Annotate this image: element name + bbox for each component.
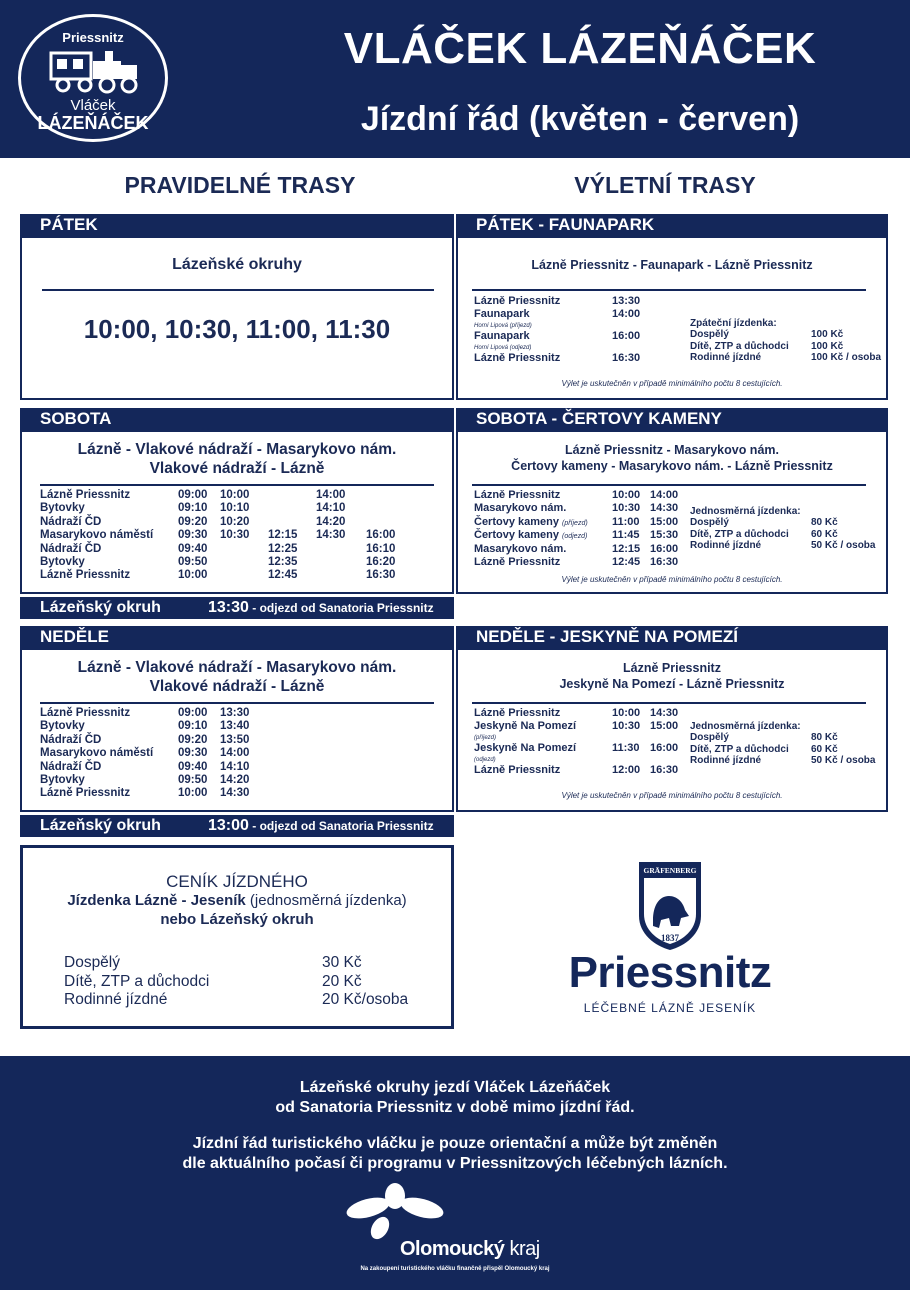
footer-info-1: Lázeňské okruhy jezdí Vláček Lázeňáček od Sanatoria Priessnitz v době mimo jízdní řád. bbox=[275, 1079, 635, 1116]
departure-time: 09:20 bbox=[178, 733, 208, 746]
departure-time: 09:20 bbox=[178, 515, 208, 528]
logo-top-text: Priessnitz bbox=[62, 30, 124, 45]
saturday-route-line1: Lázně - Vlakové nádraží - Masarykovo nám. bbox=[77, 441, 397, 458]
sunday-panel bbox=[20, 648, 454, 812]
stop-name: Nádraží ČD bbox=[40, 542, 102, 555]
footer-info-2: Jízdní řád turistického vláčku je pouze orientační a může být změněn dle aktuálního počasí či programu v Priessnitzových léčebných lázních. bbox=[182, 1135, 728, 1172]
stop-name: Bytovky bbox=[40, 502, 85, 515]
departure-time: 12:35 bbox=[268, 555, 298, 568]
departure-time: 14:20 bbox=[220, 773, 250, 786]
departure-time: 14:10 bbox=[220, 760, 250, 773]
departure-time: 09:00 bbox=[178, 489, 208, 501]
stop-name: Bytovky bbox=[40, 555, 85, 568]
departure-time: 14:30 bbox=[316, 529, 346, 542]
brand-name: Priessnitz bbox=[568, 948, 772, 997]
departure-time: 12:45 bbox=[268, 569, 298, 582]
stop-name: Bytovky bbox=[40, 773, 85, 786]
friday-trip-panel: Lázně Priessnitz - Faunapark - Lázně Priessnitz Lázně Priessnitz 13:30 Faunapark Horní Lipová (příjezd) 14:00 Faunapark Horní Lipová (odjezd) 16:00 Lázně Priessnitz 16:30 Zpáteční jízdenka: Dospělý 100 Kč Dítě, ZTP a důchodci 100 Kč Rodinné jízdné 100 Kč / osoba Výlet je uskutečněn v případě minimálního počtu 8 cestujících. bbox=[456, 236, 888, 400]
saturday-panel bbox=[20, 430, 454, 594]
circuit-time: 13:00 - odjezd od Sanatoria Priessnitz bbox=[208, 817, 434, 834]
friday-trip-label: PÁTEK - FAUNAPARK bbox=[456, 214, 888, 236]
departure-time: 16:00 bbox=[366, 529, 396, 542]
saturday-trip-route-line1: Lázně Priessnitz - Masarykovo nám. bbox=[565, 443, 779, 457]
departure-time: 10:00 bbox=[178, 787, 208, 800]
friday-times: 10:00, 10:30, 11:00, 11:30 bbox=[83, 314, 391, 344]
departure-time: 14:30 bbox=[220, 787, 250, 800]
divider bbox=[472, 702, 866, 704]
departure-time: 12:15 bbox=[268, 529, 298, 542]
header bbox=[0, 0, 910, 158]
divider bbox=[472, 484, 866, 486]
divider bbox=[40, 702, 434, 704]
departure-time: 14:00 bbox=[220, 747, 250, 760]
departure-time: 09:40 bbox=[178, 760, 208, 773]
regular-routes-heading: PRAVIDELNÉ TRASY bbox=[124, 172, 356, 198]
departure-time: 14:00 bbox=[316, 489, 346, 501]
logo-bottom-text: LÁZEŇÁČEK bbox=[37, 113, 149, 133]
sunday-label: NEDĚLE bbox=[20, 626, 454, 648]
departure-time: 16:20 bbox=[366, 555, 396, 568]
departure-time: 09:50 bbox=[178, 773, 208, 786]
stop-name: Lázně Priessnitz bbox=[40, 787, 131, 800]
train-logo bbox=[18, 14, 168, 142]
trip-routes-heading: VÝLETNÍ TRASY bbox=[574, 172, 756, 198]
priessnitz-brand bbox=[545, 860, 795, 1020]
pricelist-title: CENÍK JÍZDNÉHO bbox=[166, 872, 308, 891]
departure-time: 10:30 bbox=[220, 529, 250, 542]
departure-time: 16:30 bbox=[366, 569, 396, 582]
stop-name: Bytovky bbox=[40, 720, 85, 733]
stop-name: Lázně Priessnitz bbox=[40, 489, 131, 501]
sunday-trip-label: NEDĚLE - JESKYNĚ NA POMEZÍ bbox=[456, 626, 888, 648]
departure-time: 16:10 bbox=[366, 542, 396, 555]
departure-time: 09:40 bbox=[178, 542, 208, 555]
saturday-route-line2: Vlakové nádraží - Lázně bbox=[149, 460, 325, 477]
departure-time: 13:30 bbox=[220, 707, 250, 719]
circuit-label: Lázeňský okruh bbox=[40, 817, 161, 834]
circuit-time: 13:30 - odjezd od Sanatoria Priessnitz bbox=[208, 599, 434, 616]
departure-time: 10:20 bbox=[220, 515, 250, 528]
min-passengers-note: Výlet je uskutečněn v případě minimálního počtu 8 cestujících. bbox=[561, 575, 783, 584]
departure-time: 10:10 bbox=[220, 502, 250, 515]
saturday-trip-panel: Lázně Priessnitz - Masarykovo nám. Čertovy kameny - Masarykovo nám. - Lázně Priessnitz Lázně Priessnitz 10:00 14:00 Masarykovo nám. 10:30 14:30 Čertovy kameny (příjezd) 11:00 15:00 Čertovy kameny (odjezd) 11:45 15:30 Masarykovo nám. 12:15 16:00 Lázně Priessnitz 12:45 16:30 Jednosměrná jízdenka: Dospělý 80 Kč Dítě, ZTP a důchodci 60 Kč Rodinné jízdné 50 Kč / osoba Výlet je uskutečněn v případě minimálního počtu 8 cestujících. bbox=[456, 430, 888, 594]
stop-name: Masarykovo náměstí bbox=[40, 747, 154, 760]
stop-name: Nádraží ČD bbox=[40, 515, 102, 528]
sunday-trip-route-line2: Jeskyně Na Pomezí - Lázně Priessnitz bbox=[559, 677, 785, 691]
svg-text:GRÄFENBERG: GRÄFENBERG bbox=[643, 866, 697, 875]
brand-tagline: LÉČEBNÉ LÁZNĚ JESENÍK bbox=[583, 1001, 757, 1015]
logo-mid-text: Vláček bbox=[70, 97, 116, 114]
departure-time: 14:20 bbox=[316, 515, 346, 528]
friday-label: PÁTEK bbox=[20, 214, 454, 236]
departure-time: 09:10 bbox=[178, 502, 208, 515]
sunday-route-line2: Vlakové nádraží - Lázně bbox=[149, 678, 325, 695]
stop-name: Masarykovo náměstí bbox=[40, 529, 154, 542]
sponsor-note: Na zakoupení turistického vláčku finančně přispěl Olomoucký kraj bbox=[360, 1266, 550, 1272]
sunday-route-line1: Lázně - Vlakové nádraží - Masarykovo nám. bbox=[77, 659, 397, 676]
stop-name: Lázně Priessnitz bbox=[40, 569, 131, 582]
saturday-trip-route-line2: Čertovy kameny - Masarykovo nám. - Lázně Priessnitz bbox=[511, 459, 833, 473]
friday-panel bbox=[20, 236, 454, 400]
departure-time: 10:00 bbox=[178, 569, 208, 582]
svg-text:1837: 1837 bbox=[661, 933, 679, 943]
saturday-label: SOBOTA bbox=[20, 408, 454, 430]
min-passengers-note: Výlet je uskutečněn v případě minimálního počtu 8 cestujících. bbox=[561, 791, 783, 800]
friday-route: Lázeňské okruhy bbox=[172, 256, 302, 273]
departure-time: 13:40 bbox=[220, 720, 250, 733]
departure-time: 09:30 bbox=[178, 747, 208, 760]
divider bbox=[42, 289, 434, 291]
sunday-trip-route-line1: Lázně Priessnitz bbox=[623, 661, 721, 675]
saturday-trip-label: SOBOTA - ČERTOVY KAMENY bbox=[456, 408, 888, 430]
stop-name: Lázně Priessnitz bbox=[40, 707, 131, 719]
stop-name: Nádraží ČD bbox=[40, 733, 102, 746]
departure-time: 09:00 bbox=[178, 707, 208, 719]
pricelist-panel: CENÍK JÍZDNÉHO Jízdenka Lázně - Jeseník (jednosměrná jízdenka) nebo Lázeňský okruh Dospělý 30 Kč Dítě, ZTP a důchodci 20 Kč Rodinné jízdné 20 Kč/osoba bbox=[20, 845, 454, 1029]
page-title: VLÁČEK LÁZEŇÁČEK bbox=[343, 24, 817, 73]
stop-name: Nádraží ČD bbox=[40, 760, 102, 773]
departure-time: 10:00 bbox=[220, 489, 250, 501]
friday-trip-route: Lázně Priessnitz - Faunapark - Lázně Priessnitz bbox=[531, 258, 813, 272]
departure-time: 09:30 bbox=[178, 529, 208, 542]
gräfenberg-crest-icon bbox=[635, 860, 705, 952]
pricelist-line3: nebo Lázeňský okruh bbox=[160, 911, 314, 928]
sunday-circuit-bar bbox=[20, 815, 454, 837]
min-passengers-note: Výlet je uskutečněn v případě minimálního počtu 8 cestujících. bbox=[561, 379, 783, 388]
footer bbox=[0, 1056, 910, 1290]
departure-time: 09:50 bbox=[178, 555, 208, 568]
departure-time: 13:50 bbox=[220, 733, 250, 746]
departure-time: 12:25 bbox=[268, 542, 298, 555]
saturday-circuit-bar bbox=[20, 597, 454, 619]
olomoucky-kraj-logo: Olomoucký kraj bbox=[400, 1238, 540, 1260]
pricelist-line2: Jízdenka Lázně - Jeseník (jednosměrná jízdenka) bbox=[67, 892, 407, 909]
train-icon bbox=[49, 47, 145, 95]
olomoucky-kraj-flower-icon bbox=[340, 1182, 450, 1240]
departure-time: 09:10 bbox=[178, 720, 208, 733]
divider bbox=[472, 289, 866, 291]
departure-time: 14:10 bbox=[316, 502, 346, 515]
page-subtitle: Jízdní řád (květen - červen) bbox=[360, 100, 800, 138]
circuit-label: Lázeňský okruh bbox=[40, 599, 161, 616]
sunday-trip-panel: Lázně Priessnitz Jeskyně Na Pomezí - Lázně Priessnitz Lázně Priessnitz 10:00 14:30 Jeskyně Na Pomezí (příjezd) 10:30 15:00 Jeskyně Na Pomezí (odjezd) 11:30 16:00 Lázně Priessnitz 12:00 16:30 Jednosměrná jízdenka: Dospělý 80 Kč Dítě, ZTP a důchodci 60 Kč Rodinné jízdné 50 Kč / osoba Výlet je uskutečněn v případě minimálního počtu 8 cestujících. bbox=[456, 648, 888, 812]
divider bbox=[40, 484, 434, 486]
